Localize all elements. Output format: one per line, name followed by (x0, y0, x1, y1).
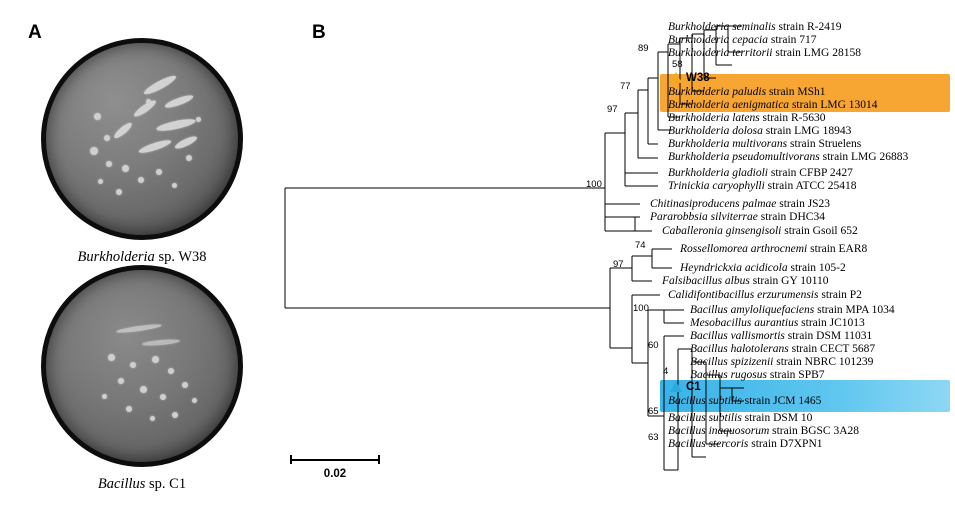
taxon-strain: strain R-2419 (775, 21, 842, 33)
colony (122, 165, 129, 172)
taxon-strain: strain 717 (767, 34, 817, 46)
taxon-strain: strain LMG 18943 (762, 125, 852, 137)
taxon-name: Heyndrickxia acidicola (680, 262, 788, 274)
colony (116, 189, 122, 195)
scale-bar (290, 455, 380, 480)
taxon-strain: strain LMG 13014 (789, 99, 878, 111)
query-strain-c1: C1 (686, 381, 701, 393)
colony-streak (132, 98, 157, 119)
taxon-strain: strain MPA 1034 (814, 304, 895, 316)
colony-streak (142, 338, 180, 346)
bootstrap-value: 89 (638, 43, 649, 54)
colony (118, 378, 124, 384)
taxon-name: Bacillus halotolerans (690, 343, 789, 355)
panel-label-b: B (312, 22, 326, 43)
taxon-strain: strain P2 (818, 289, 862, 301)
taxon-strain: strain CFBP 2427 (767, 167, 853, 179)
taxon-strain: strain DSM 11031 (784, 330, 873, 342)
colony (94, 113, 101, 120)
taxon-name: Bacillus inaquosorum (668, 425, 770, 437)
taxon-strain: strain DHC34 (757, 211, 825, 223)
colony-streak (138, 138, 172, 155)
taxon-name: Pararobbsia silviterrae (650, 211, 758, 223)
colony (108, 354, 115, 361)
plate-caption-genus: Bacillus (97, 476, 146, 492)
taxon-strain: strain EAR8 (807, 243, 868, 255)
bootstrap-value: 63 (648, 432, 659, 443)
taxon-name: Burkholderia multivorans (668, 138, 788, 150)
bootstrap-value: 100 (633, 303, 649, 314)
taxon-strain: strain ATCC 25418 (764, 180, 857, 192)
plate-caption-genus: Burkholderia (77, 249, 155, 265)
taxon-strain: strain CECT 5687 (788, 343, 876, 355)
colony-streak (142, 73, 178, 97)
colony (196, 117, 201, 122)
colony (138, 177, 144, 183)
colony (182, 382, 188, 388)
bootstrap-value: 100 (586, 179, 602, 190)
agar-plate-burkholderia-w38 (41, 38, 243, 240)
taxon-name: Burkholderia seminalis (668, 21, 776, 33)
colony (98, 179, 103, 184)
colony-streak (174, 134, 199, 150)
taxon-strain: strain JCM 1465 (741, 395, 822, 407)
taxon-name: Burkholderia dolosa (668, 125, 763, 137)
agar-plate-bacillus-c1 (41, 265, 243, 467)
taxon-name: Bacillus subtilis (668, 412, 742, 424)
taxon-name: Burkholderia gladioli (668, 167, 768, 179)
bootstrap-value: 4 (663, 366, 669, 377)
taxon-strain: strain SPB7 (767, 369, 825, 381)
taxon-name: Trinickia caryophylli (668, 180, 765, 192)
taxon-strain: strain 105-2 (787, 262, 846, 274)
phylogenetic-tree-panel (280, 18, 955, 498)
scale-bar-line (290, 455, 380, 464)
query-strain-w38: W38 (686, 72, 710, 84)
taxon-name: Burkholderia aenigmatica (668, 99, 790, 111)
colony (106, 161, 112, 167)
taxon-name: Chitinasiproducens palmae (650, 198, 777, 210)
taxon-name: Burkholderia paludis (668, 86, 767, 98)
taxon-name: Bacillus vallismortis (690, 330, 785, 342)
plate-caption-burkholderia (24, 249, 260, 266)
taxon-name: Mesobacillus aurantius (690, 317, 799, 329)
bootstrap-value: 74 (635, 240, 646, 251)
taxon-name: Rossellomorea arthrocnemi (680, 243, 808, 255)
taxon-strain: strain MSh1 (766, 86, 826, 98)
bootstrap-value: 60 (648, 340, 659, 351)
taxon-strain: strain R-5630 (759, 112, 826, 124)
taxon-strain: strain JC1013 (798, 317, 865, 329)
colony (186, 155, 192, 161)
taxon-name: Calidifontibacillus erzurumensis (668, 289, 819, 301)
taxon-name: Bacillus rugosus (690, 369, 767, 381)
colony (156, 169, 162, 175)
colony-streak (112, 121, 133, 141)
colony-streak (116, 323, 162, 334)
colony (172, 183, 177, 188)
colony (104, 135, 110, 141)
taxon-name: Bacillus amyloliquefaciens (690, 304, 815, 316)
taxon-strain: strain Struelens (787, 138, 862, 150)
taxon-name: Bacillus spizizenii (690, 356, 774, 368)
bootstrap-value: 97 (607, 104, 618, 115)
taxon-strain: strain LMG 26883 (819, 151, 909, 163)
taxon-name: Bacillus stercoris (668, 438, 749, 450)
taxon-name: Burkholderia pseudomultivorans (668, 151, 820, 163)
colony (130, 362, 136, 368)
taxon-name: Burkholderia latens (668, 112, 760, 124)
plate-caption-rest: sp. C1 (145, 476, 187, 492)
taxon-strain: strain BGSC 3A28 (769, 425, 860, 437)
panel-label-a: A (28, 22, 42, 43)
colony (160, 394, 166, 400)
plate-caption-rest: sp. W38 (154, 249, 207, 265)
bootstrap-value: 77 (620, 81, 631, 92)
taxon-strain: strain NBRC 101239 (773, 356, 874, 368)
taxa-label-layer (280, 18, 955, 498)
bootstrap-value: 97 (613, 259, 624, 270)
taxon-strain: strain D7XPN1 (748, 438, 823, 450)
colony (146, 99, 151, 104)
taxon-name: Bacillus subtilis (668, 395, 742, 407)
colony (126, 406, 132, 412)
taxon-strain: strain GY 10110 (749, 275, 829, 287)
colony-streak (156, 117, 197, 133)
scale-bar-label: 0.02 (323, 468, 347, 480)
plate-caption-bacillus (24, 476, 260, 493)
bootstrap-value: 65 (648, 406, 659, 417)
bootstrap-value: 58 (672, 59, 683, 70)
colony (90, 147, 98, 155)
colony (172, 412, 178, 418)
taxon-strain: strain Gsoil 652 (781, 225, 858, 237)
taxon-name: Caballeronia ginsengisoli (662, 225, 782, 237)
colony (192, 398, 197, 403)
taxon-strain: strain DSM 10 (741, 412, 813, 424)
plate-block-burkholderia (24, 38, 260, 266)
taxon-strain: strain JS23 (776, 198, 831, 210)
colony (150, 416, 155, 421)
colony-streak (164, 93, 195, 110)
colony (140, 386, 147, 393)
taxon-name: Burkholderia territorii (668, 47, 773, 59)
colony (168, 368, 174, 374)
plate-block-bacillus (24, 265, 260, 493)
taxon-name: Burkholderia cepacia (668, 34, 768, 46)
colony (102, 394, 107, 399)
taxon-strain: strain LMG 28158 (772, 47, 861, 59)
colony (152, 356, 159, 363)
taxon-name: Falsibacillus albus (662, 275, 750, 287)
